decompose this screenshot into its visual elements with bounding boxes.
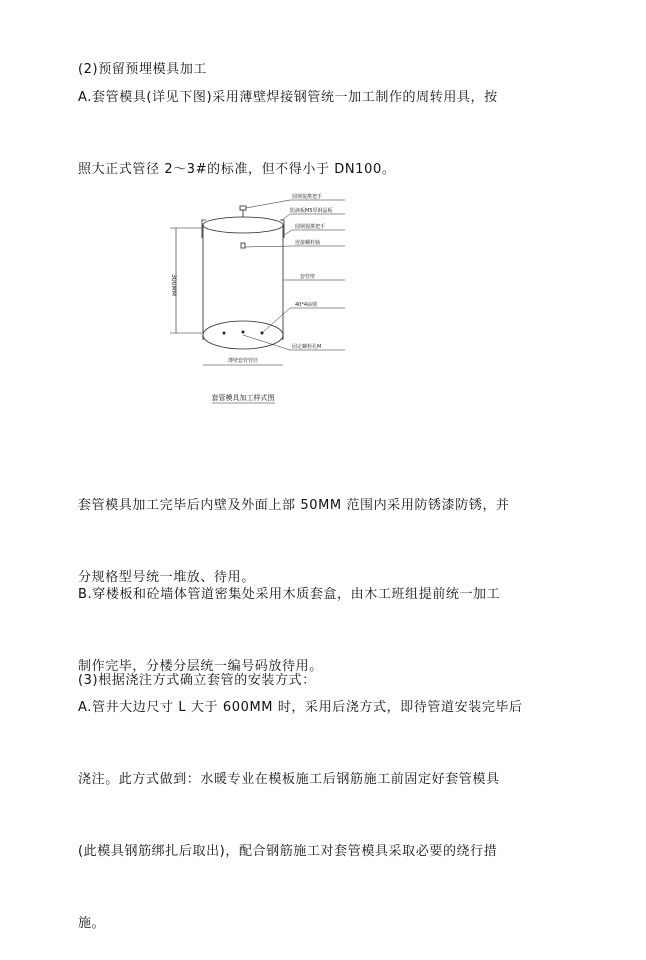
top-ellipse	[203, 217, 283, 233]
figure-caption: 套管模具加工样式图	[211, 394, 275, 402]
text-line: 制作完毕，分楼分层统一编号码放待用。	[78, 659, 323, 674]
top-handle-cap	[240, 206, 246, 210]
label-fix-bolt-hole: 固定螺栓孔M	[292, 344, 322, 350]
section2-paragraph-a	[78, 38, 598, 206]
stud	[241, 243, 245, 248]
label-handle-top: 圆钢提携把手	[292, 194, 323, 200]
label-sleeve-diameter: 薄壁套管管径	[227, 358, 259, 364]
text-line: 施。	[78, 916, 106, 931]
label-drip-plate: 防滴板M5厚钢晶板	[290, 208, 333, 214]
text-line: 套管模具加工完毕后内壁及外面上部 50MM 范围内采用防锈漆防锈，并	[78, 498, 510, 513]
bolt-holes	[223, 331, 264, 335]
text-line: 浇注。此方式做到：水暖专业在模板施工后钢筋施工前固定好套管模具	[78, 772, 500, 787]
section2-heading-text: (2)预留预埋模具加工	[78, 62, 208, 77]
label-sleeve-wall: 套管壁	[300, 274, 316, 280]
sleeve-cylinder	[202, 206, 284, 349]
label-handle-side: 圆钢提携把手	[295, 224, 326, 230]
text-line: A.管井大边尺寸 L 大于 600MM 时，采用后浇方式，即待管道安装完毕后	[78, 700, 523, 715]
label-connect-bolt: 连接螺栓轴	[295, 240, 321, 246]
sleeve-mold-diagram	[140, 190, 370, 410]
text-line: B.穿楼板和砼墙体管道密集处采用木质套盒，由木工班组提前统一加工	[78, 587, 501, 602]
text-line: A.套管模具(详见下图)采用薄壁焊接钢管统一加工制作的周转用具，按	[78, 90, 498, 105]
text-line: 分规格型号统一堆放、待用。	[78, 570, 255, 585]
bolt-hole	[242, 331, 245, 334]
text-line: (此模具钢筋绑扎后取出)，配合钢筋施工对套管模具采取必要的绕行措	[78, 844, 498, 859]
label-flat-steel: 40*4扁钢	[295, 302, 318, 308]
section3-heading-text: (3)根据浇注方式确立套管的安装方式：	[78, 673, 316, 688]
text-line: 照大正式管径 2～3#的标准，但不得小于 DN100。	[78, 162, 396, 177]
section3-paragraph-a	[78, 648, 598, 960]
bolt-hole	[223, 332, 226, 335]
height-dimension-label: 300MM	[170, 274, 177, 296]
